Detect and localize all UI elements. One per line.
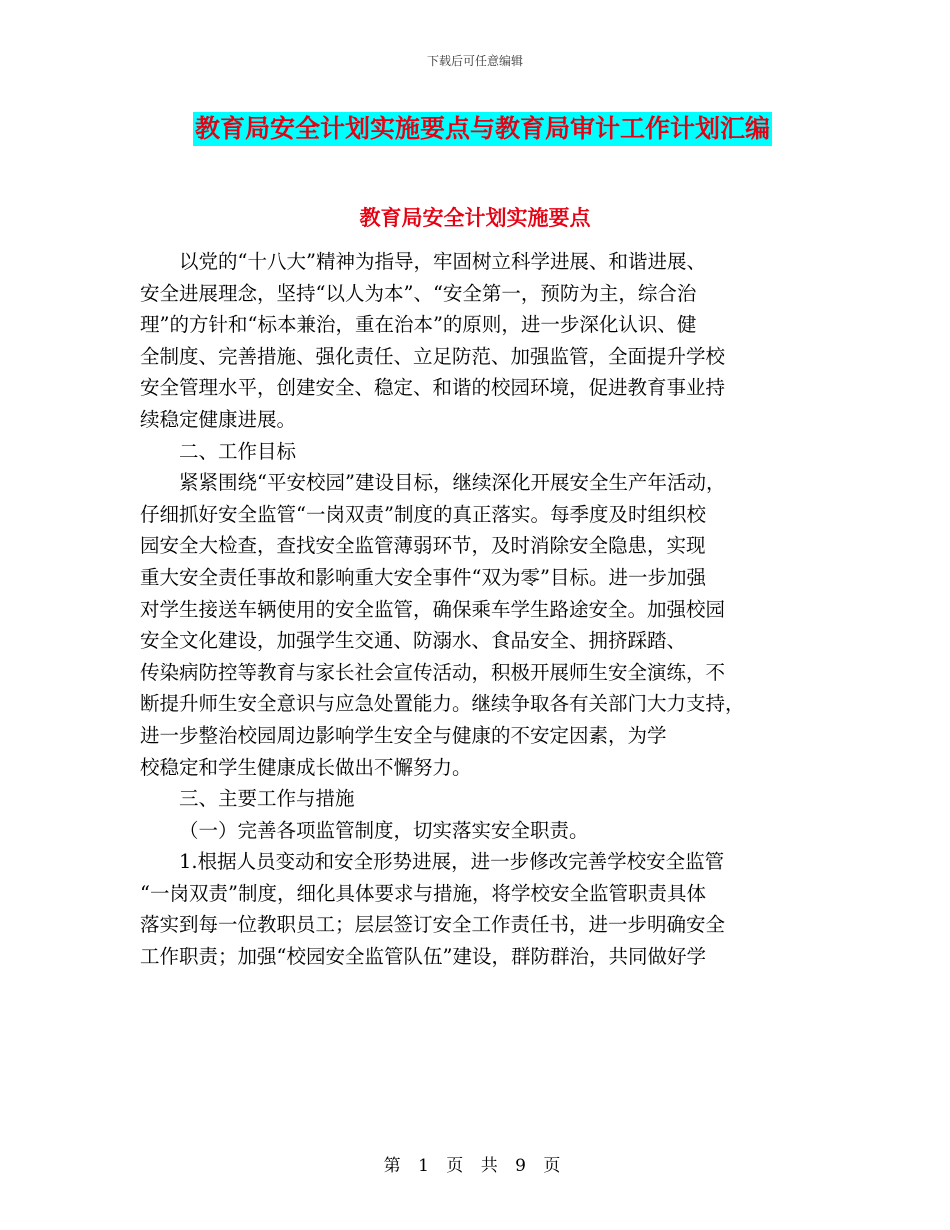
paragraph-line: 落实到每一位教职员工；层层签订安全工作责任书，进一步明确安全 xyxy=(140,913,726,937)
heading-line: 二、工作目标 xyxy=(179,439,297,463)
paragraph-line: 仔细抓好安全监管“一岗双责”制度的真正落实。每季度及时组织校 xyxy=(140,502,706,526)
paragraph-line: 校稳定和学生健康成长做出不懈努力。 xyxy=(140,755,472,779)
paragraph-line: 重大安全责任事故和影响重大安全事件“双为零”目标。进一步加强 xyxy=(140,565,706,589)
subheading-line: （一）完善各项监管制度，切实落实安全职责。 xyxy=(179,818,589,842)
paragraph-line: 以党的“十八大”精神为指导，牢固树立科学进展、和谐进展、 xyxy=(179,250,706,273)
paragraph-line: 安全管理水平，创建安全、稳定、和谐的校园环境，促进教育事业持 xyxy=(140,376,726,400)
paragraph-line: 断提升师生安全意识与应急处置能力。继续争取各有关部门大力支持， xyxy=(140,692,745,716)
section-title: 教育局安全计划实施要点 xyxy=(359,205,591,230)
paragraph-line: 理”的方针和“标本兼治，重在治本”的原则，进一步深化认识、健 xyxy=(140,313,697,337)
paragraph-line: “一岗双责”制度，细化具体要求与措施，将学校安全监管职责具体 xyxy=(140,881,706,905)
paragraph-line: 对学生接送车辆使用的安全监管，确保乘车学生路途安全。加强校园 xyxy=(140,597,726,621)
document-body xyxy=(140,246,810,973)
heading-line: 三、主要工作与措施 xyxy=(179,787,355,811)
page-number: 第 1 页 共 9 页 xyxy=(383,1156,567,1176)
paragraph-line: 紧紧围绕“平安校园”建设目标，继续深化开展安全生产年活动， xyxy=(179,471,726,495)
page-header-note: 下载后可任意编辑 xyxy=(426,54,523,68)
paragraph-line: 续稳定健康进展。 xyxy=(140,407,297,431)
paragraph-line: 安全进展理念，坚持“以人为本”、“安全第一，预防为主，综合治 xyxy=(140,281,697,305)
paragraph-line: 安全文化建设，加强学生交通、防溺水、食品安全、拥挤踩踏、 xyxy=(140,629,687,653)
paragraph-line: 进一步整治校园周边影响学生安全与健康的不安定因素，为学 xyxy=(140,723,667,747)
paragraph-line: 1.根据人员变动和安全形势进展，进一步修改完善学校安全监管 xyxy=(179,850,725,874)
paragraph-line: 全制度、完善措施、强化责任、立足防范、加强监管，全面提升学校 xyxy=(140,344,726,368)
paragraph-line: 传染病防控等教育与家长社会宣传活动，积极开展师生安全演练，不 xyxy=(140,660,726,684)
paragraph-line: 工作职责；加强“校园安全监管队伍”建设，群防群治，共同做好学 xyxy=(140,945,706,969)
document-title: 教育局安全计划实施要点与教育局审计工作计划汇编 xyxy=(193,112,772,146)
paragraph-line: 园安全大检查，查找安全监管薄弱环节，及时消除安全隐患，实现 xyxy=(140,534,706,558)
